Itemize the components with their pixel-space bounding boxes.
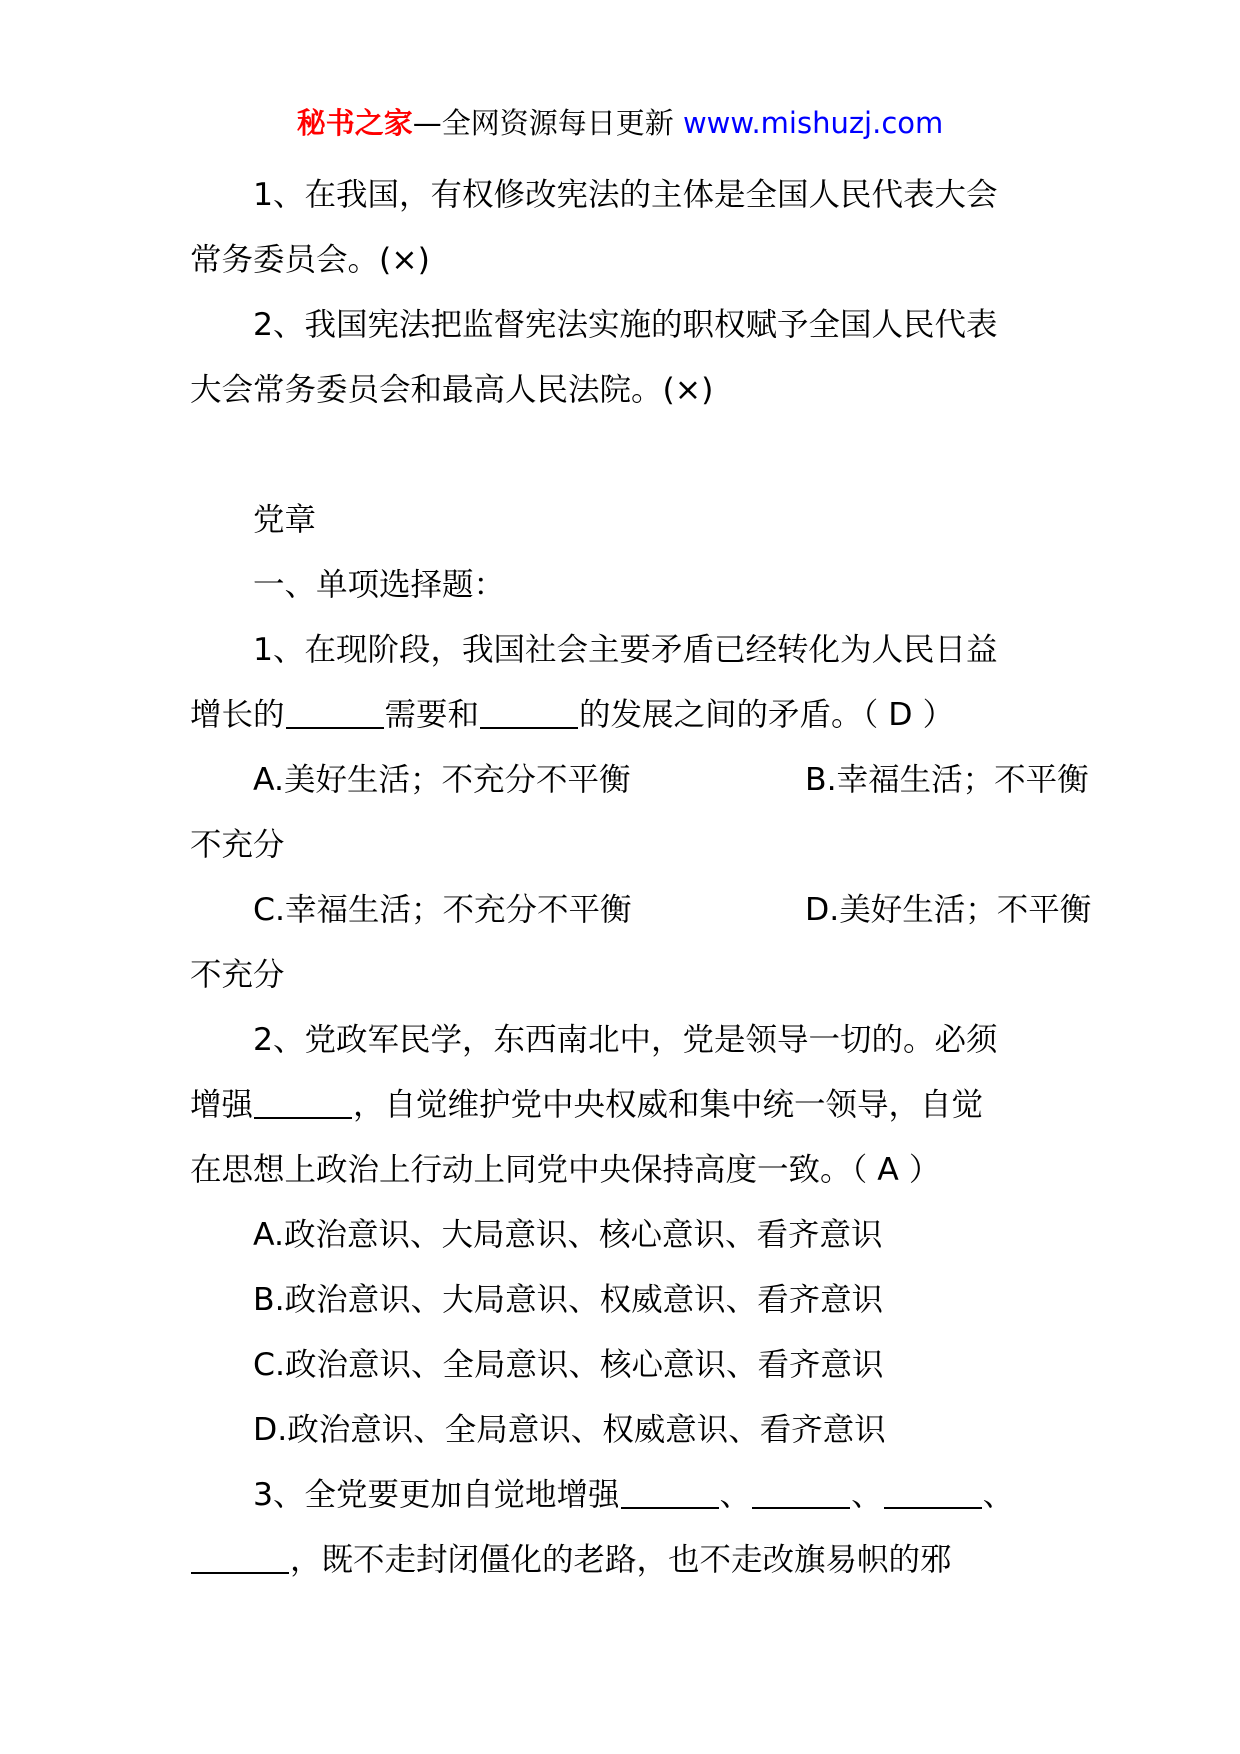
document-body — [190, 163, 1092, 1593]
judgment-2-line1: 2、我国宪法把监督宪法实施的职权赋予全国人民代表 — [253, 307, 998, 343]
page-header — [0, 100, 1240, 146]
q3-line2 — [190, 1528, 1060, 1593]
q1-option-a: A.美好生活；不充分不平衡 — [253, 762, 631, 798]
q2-option-b: B.政治意识、大局意识、权威意识、看齐意识 — [253, 1282, 884, 1318]
spacer — [190, 423, 1060, 488]
q1-line2-part-b: 需要和 — [384, 697, 480, 733]
header-url-link[interactable]: www.mishuzj.com — [682, 106, 944, 140]
q1-option-d-cont: 不充分 — [190, 957, 285, 993]
q3-separator: 、 — [851, 1477, 883, 1513]
judgment-2-line2: 大会常务委员会和最高人民法院。(×) — [190, 372, 714, 408]
judgment-1-line2: 常务委员会。(×) — [190, 242, 430, 278]
q3-separator: 、 — [982, 1477, 1015, 1513]
answer-blank — [254, 1085, 352, 1119]
q3-line1 — [190, 1463, 1060, 1528]
q1-options-row-1 — [190, 748, 1089, 813]
subsection-title: 一、单项选择题： — [253, 567, 506, 603]
q2-line3: 在思想上政治上行动上同党中央保持高度一致。（ A ） — [190, 1152, 941, 1188]
answer-blank — [191, 1540, 289, 1574]
header-tagline: —全网资源每日更新 — [412, 106, 674, 140]
q1-line1: 1、在现阶段，我国社会主要矛盾已经转化为人民日益 — [253, 632, 998, 668]
q1-line2 — [190, 683, 1060, 748]
q3-line2-part-b: ，既不走封闭僵化的老路，也不走改旗易帜的邪 — [290, 1542, 952, 1578]
q2-option-a: A.政治意识、大局意识、核心意识、看齐意识 — [253, 1217, 883, 1253]
answer-blank — [752, 1475, 850, 1509]
q2-line2-part-a: 增强 — [190, 1087, 254, 1123]
answer-blank — [480, 695, 578, 729]
q2-line2-part-b: ，自觉维护党中央权威和集中统一领导，自觉 — [353, 1087, 984, 1123]
q3-separator: 、 — [719, 1477, 752, 1513]
q1-option-d: D.美好生活；不平衡 — [805, 892, 1092, 928]
q1-option-b-cont: 不充分 — [190, 827, 285, 863]
q2-line2 — [190, 1073, 1060, 1138]
judgment-1-line1: 1、在我国，有权修改宪法的主体是全国人民代表大会 — [253, 177, 998, 213]
answer-blank — [884, 1475, 982, 1509]
header-brand: 秘书之家 — [296, 106, 413, 140]
q1-option-c: C.幸福生活；不充分不平衡 — [253, 892, 632, 928]
q2-option-c: C.政治意识、全局意识、核心意识、看齐意识 — [253, 1347, 884, 1383]
section-title: 党章 — [253, 502, 317, 538]
q1-line2-part-c: 的发展之间的矛盾。（ D ） — [579, 697, 955, 733]
q1-options-row-2 — [190, 878, 1092, 943]
q1-line2-part-a: 增长的 — [190, 697, 285, 733]
q3-line1-part-a: 3、全党要更加自觉地增强 — [253, 1477, 620, 1513]
q1-option-b: B.幸福生活；不平衡 — [805, 762, 1089, 798]
answer-blank — [621, 1475, 719, 1509]
q2-line1: 2、党政军民学，东西南北中，党是领导一切的。必须 — [253, 1022, 998, 1058]
q2-option-d: D.政治意识、全局意识、权威意识、看齐意识 — [253, 1412, 886, 1448]
answer-blank — [286, 695, 384, 729]
